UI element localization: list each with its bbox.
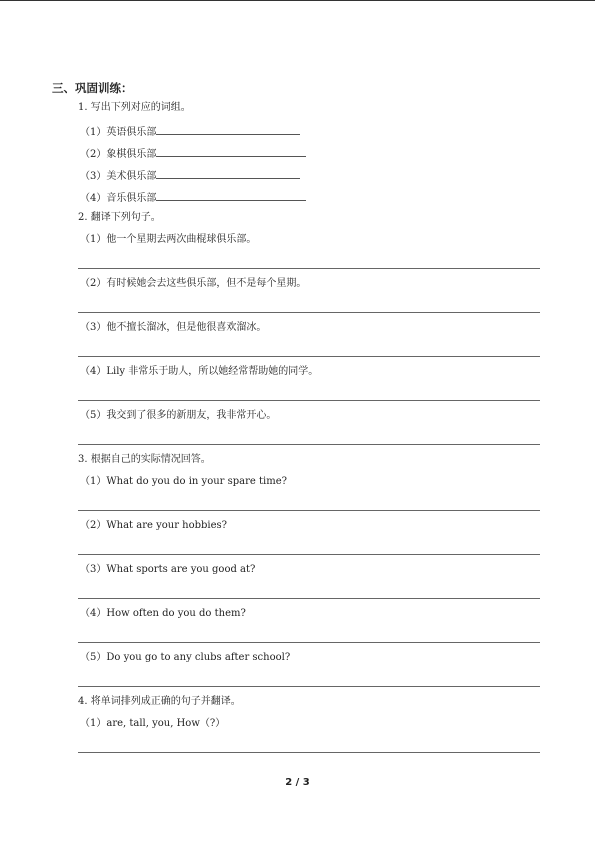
q2-item-4: （4）Lily 非常乐于助人，所以她经常帮助她的同学。 [80, 366, 319, 377]
q2-item-2: （2）有时候她会去这些俱乐部，但不是每个星期。 [80, 278, 307, 289]
q1-item-3 [80, 167, 300, 184]
answer-line[interactable] [78, 356, 540, 357]
q3-item-2: （2）What are your hobbies? [80, 520, 228, 531]
question-3-title: 3. 根据自己的实际情况回答。 [78, 454, 211, 465]
answer-line[interactable] [78, 642, 540, 643]
q1-item-3-label: （3）美术俱乐部 [80, 171, 157, 182]
q3-item-1: （1）What do you do in your spare time? [80, 476, 287, 487]
q2-item-5: （5）我交到了很多的新朋友，我非常开心。 [80, 410, 277, 421]
answer-line[interactable] [78, 444, 540, 445]
q2-item-3: （3）他不擅长溜冰，但是他很喜欢溜冰。 [80, 322, 267, 333]
section-title: 三、巩固训练： [52, 81, 133, 95]
q3-item-3: （3）What sports are you good at? [80, 564, 256, 575]
question-2-title: 2. 翻译下列句子。 [78, 212, 161, 223]
answer-line[interactable] [78, 510, 540, 511]
page-top-border [0, 0, 595, 1]
question-1-title: 1. 写出下列对应的词组。 [78, 102, 191, 113]
q1-item-2 [80, 145, 306, 162]
answer-blank[interactable] [156, 189, 306, 201]
answer-blank[interactable] [156, 123, 300, 135]
answer-line[interactable] [78, 312, 540, 313]
page-number: 2 / 3 [285, 777, 310, 788]
question-4-title: 4. 将单词排列成正确的句子并翻译。 [78, 696, 241, 707]
answer-line[interactable] [78, 554, 540, 555]
q1-item-2-label: （2）象棋俱乐部 [80, 149, 157, 160]
answer-line[interactable] [78, 598, 540, 599]
q1-item-1-label: （1）英语俱乐部 [80, 127, 157, 138]
q3-item-4: （4）How often do you do them? [80, 608, 246, 619]
answer-blank[interactable] [156, 145, 306, 157]
q4-item-1: （1）are, tall, you, How（?） [80, 718, 226, 729]
q3-item-5: （5）Do you go to any clubs after school? [80, 652, 291, 663]
q1-item-1 [80, 123, 300, 140]
answer-blank[interactable] [156, 167, 300, 179]
answer-line[interactable] [78, 686, 540, 687]
q1-item-4 [80, 189, 306, 206]
answer-line[interactable] [78, 268, 540, 269]
q2-item-1: （1）他一个星期去两次曲棍球俱乐部。 [80, 234, 257, 245]
answer-line[interactable] [78, 752, 540, 753]
answer-line[interactable] [78, 400, 540, 401]
q1-item-4-label: （4）音乐俱乐部 [80, 193, 157, 204]
